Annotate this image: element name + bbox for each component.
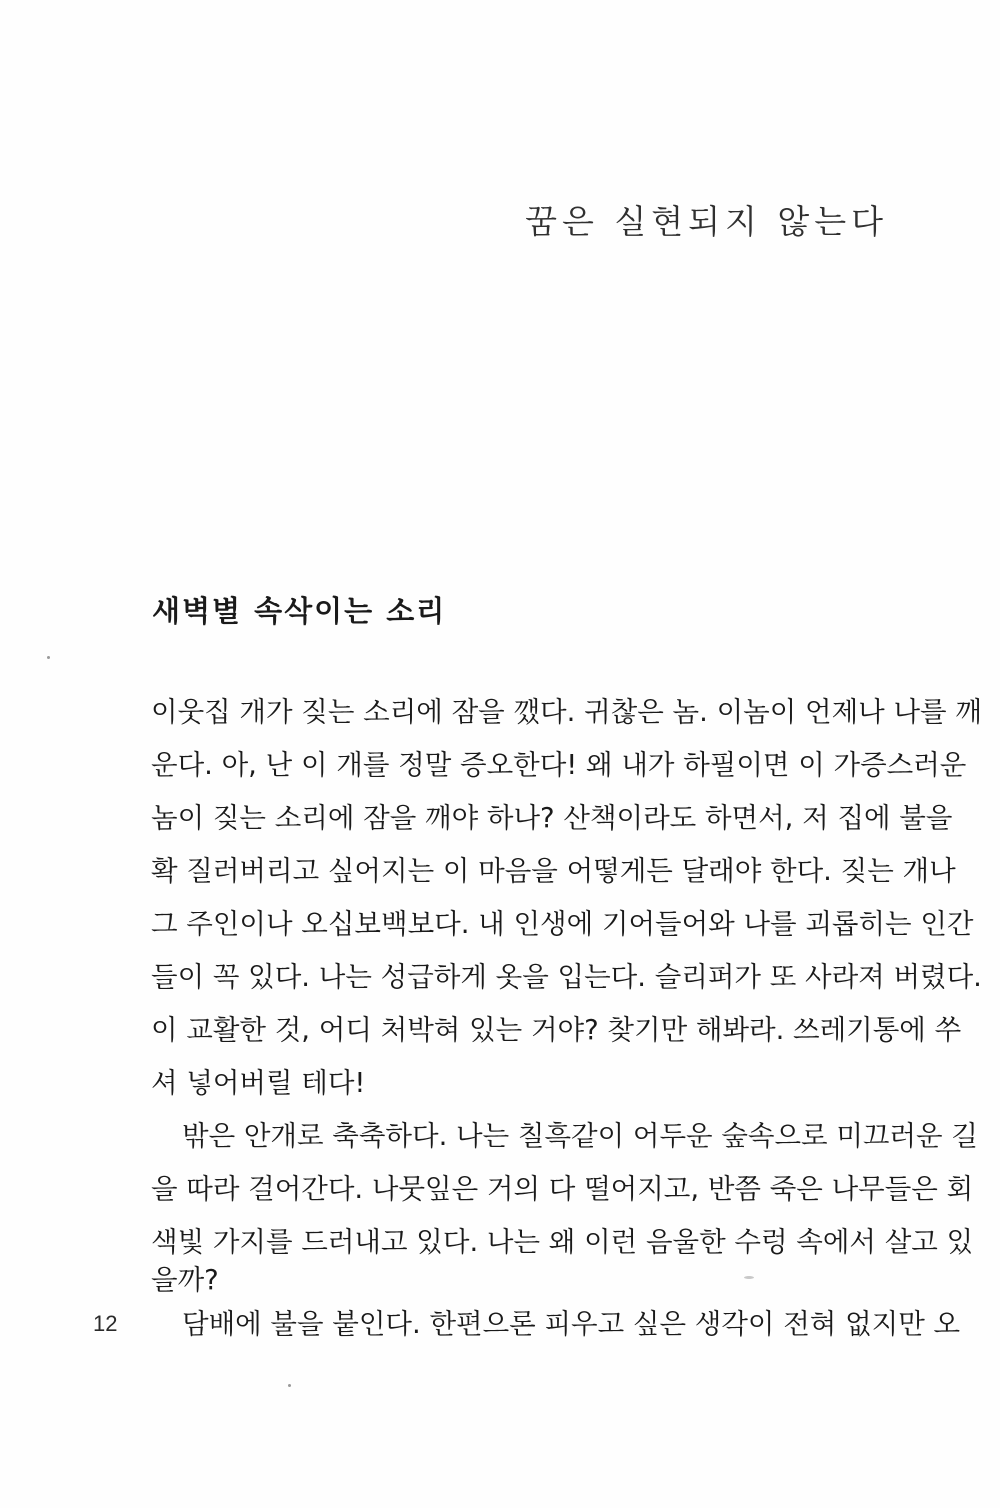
scan-speck — [744, 1276, 754, 1279]
scan-speck — [47, 656, 50, 659]
body-line: 셔 넣어버릴 테다! — [151, 1067, 366, 1099]
body-line: 들이 꼭 있다. 나는 성급하게 옷을 입는다. 슬리퍼가 또 사라져 버렸다. — [151, 961, 982, 993]
body-line: 이웃집 개가 짖는 소리에 잠을 깼다. 귀찮은 놈. 이놈이 언제나 나를 깨 — [151, 696, 982, 728]
body-line: 밖은 안개로 축축하다. 나는 칠흑같이 어두운 숲속으로 미끄러운 길 — [182, 1120, 978, 1152]
body-line: 운다. 아, 난 이 개를 정말 증오한다! 왜 내가 하필이면 이 가증스러운 — [151, 749, 967, 781]
body-line: 확 질러버리고 싶어지는 이 마음을 어떻게든 달래야 한다. 짖는 개나 — [151, 855, 956, 887]
body-line: 담배에 불을 붙인다. 한편으론 피우고 싶은 생각이 전혀 없지만 오 — [182, 1308, 961, 1340]
body-line: 그 주인이나 오십보백보다. 내 인생에 기어들어와 나를 괴롭히는 인간 — [151, 908, 974, 940]
body-line: 색빛 가지를 드러내고 있다. 나는 왜 이런 음울한 수렁 속에서 살고 있 — [151, 1226, 974, 1258]
section-heading: 새벽별 속삭이는 소리 — [152, 594, 447, 628]
body-line: 놈이 짖는 소리에 잠을 깨야 하나? 산책이라도 하면서, 저 집에 불을 — [151, 802, 953, 834]
scan-speck — [288, 1384, 291, 1387]
body-line: 을 따라 걸어간다. 나뭇잎은 거의 다 떨어지고, 반쯤 죽은 나무들은 회 — [151, 1173, 974, 1205]
page-number: 12 — [93, 1311, 118, 1336]
body-line: 을까? — [151, 1264, 219, 1296]
chapter-title: 꿈은 실현되지 않는다 — [525, 202, 888, 241]
body-line: 이 교활한 것, 어디 처박혀 있는 거야? 찾기만 해봐라. 쓰레기통에 쑤 — [151, 1014, 962, 1046]
